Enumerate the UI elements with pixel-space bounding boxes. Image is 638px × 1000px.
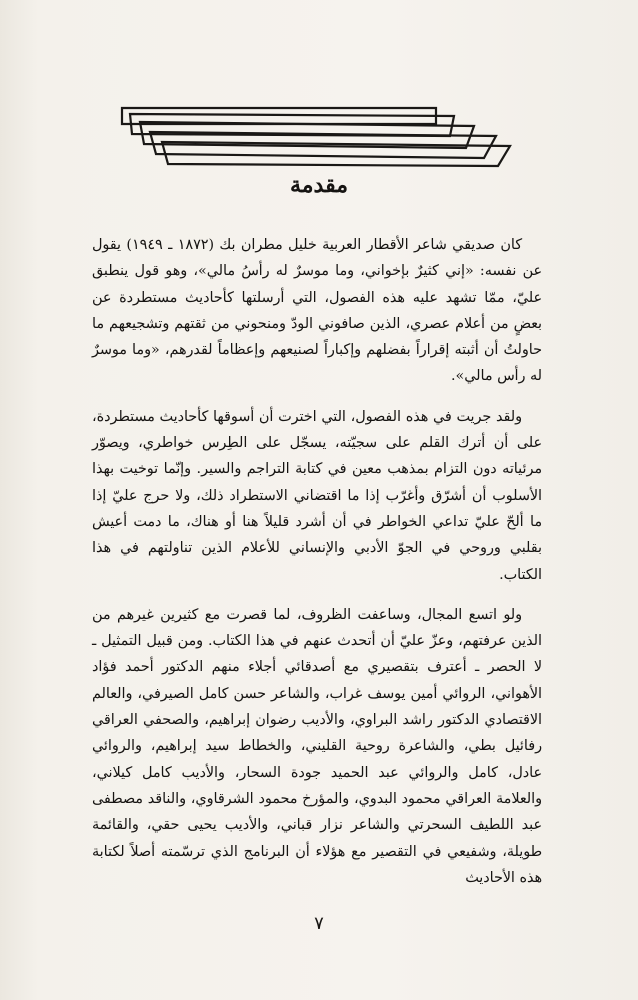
paragraph-2: ولقد جريت في هذه الفصول، التي اخترت أن أسوقها كأحاديث مستطردة، على أن أترك القلم على سجيّته، يسجّل على الطِرس خواطري، ويصوّر مرئياته دون التزام بمذهب معين في كتابة التراجم والسير. وإنّما توخيت بهذا الأسلوب أن أشرّق وأغرّب إذا ما اقتضاني الاستطراد ذلك، ولا حرج عليّ إذا ما ألحّ عليّ تداعي الخواطر في أن أشرد قليلاً هنا أو هناك، ما دمت أعيش بقلبي وروحي في الجوّ الأدبي والإنساني للأعلام الذين تناولتهم في هذا الكتاب.	[92, 408, 542, 583]
paragraph-3: ولو اتسع المجال، وساعفت الظروف، لما قصرت مع كثيرين غيرهم من الذين عرفتهم، وعزّ عليّ أن أتحدث عنهم في هذا الكتاب. ومن قبيل التمثيل ـ لا الحصر ـ أعترف بتقصيري مع أصدقائي أجلاء منهم الدكتور أحمد فؤاد الأهواني، الروائي أمين يوسف غراب، والشاعر حسن كامل الصيرفي، والعالم الاقتصادي الدكتور راشد البراوي، والأديب رضوان إبراهيم، والصحفي العراقي رفائيل بطي، والشاعرة روحية القليني، والخطاط سيد إبراهيم، والروائي عادل، كامل والروائي عبد الحميد جودة السحار، والأديب كامل كيلاني، والعلامة العراقي محمود البدوي، والمؤرخ محمود الشرقاوي، والناقد مصطفى عبد اللطيف السحرتي والشاعر نزار قباني، والأديب يحيى حقي، والقائمة طويلة، وشفيعي في التقصير مع هؤلاء أن البرنامج الذي ترسّمته أصلاً لكتابة هذه الأحاديث	[92, 606, 542, 886]
decorative-ornament	[118, 106, 512, 168]
body-text	[92, 232, 542, 905]
paragraph-1: كان صديقي شاعر الأقطار العربية خليل مطران بك (١٨٧٢ ـ ١٩٤٩) يقول عن نفسه: «إني كثيرٌ بإخواني، وما موسرٌ له رأسُ مالي»، وهو قول ينطبق عليّ، ممّا تشهد عليه هذه الفصول، التي أرسلتها كأحاديث مستطردة عن بعضٍ من أعلام عصري، الذين صافوني الودّ ومنحوني من ثقتهم وتشجيعهم ما حاولتُ أن أثبته إقراراً بفضلهم وإكباراً لصنيعهم وإعظاماً لقدرهم، «وما موسرٌ له رأس مالي».	[92, 237, 542, 385]
page-title: مقدمة	[289, 172, 349, 198]
page-number: ٧	[314, 913, 324, 934]
